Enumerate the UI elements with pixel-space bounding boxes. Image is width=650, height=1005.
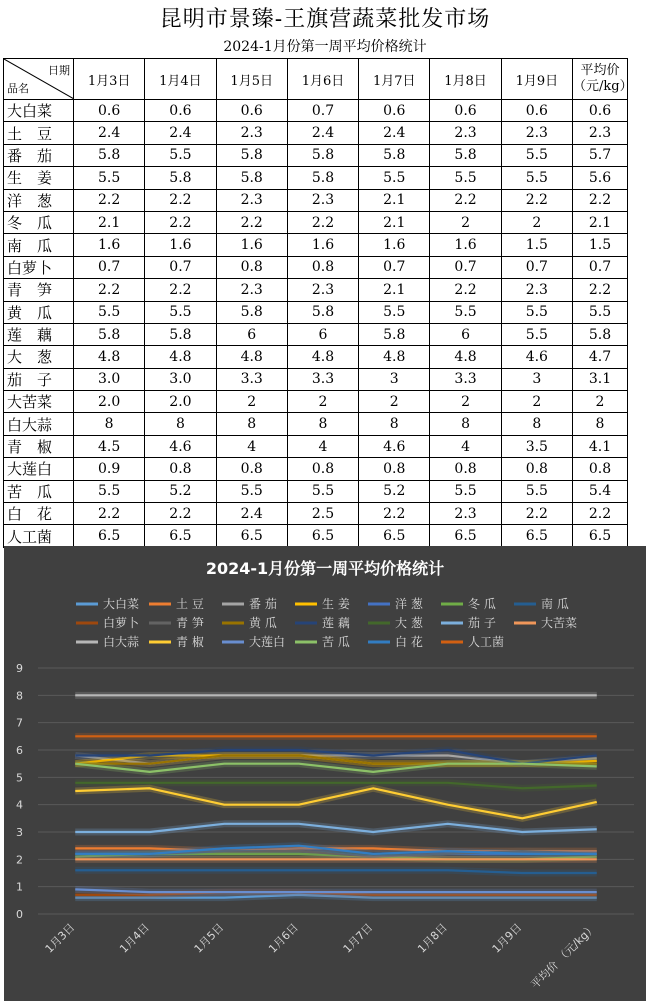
legend-label: 人工菌 (468, 635, 505, 649)
product-name-cell: 冬 瓜 (4, 211, 74, 233)
avg-price-cell: 5.8 (573, 323, 628, 345)
product-name-cell: 大 葱 (4, 346, 74, 368)
y-tick-label: 8 (16, 689, 23, 703)
product-name-cell: 洋 葱 (4, 189, 74, 211)
price-cell: 0.6 (501, 100, 572, 122)
x-tick-label: 1月8日 (415, 920, 450, 956)
price-cell: 3.3 (287, 368, 358, 390)
price-cell: 2 (430, 391, 501, 413)
table-row (4, 211, 628, 233)
price-cell: 2.3 (430, 503, 501, 525)
date-header: 1月4日 (145, 59, 216, 100)
price-cell: 6.5 (216, 525, 287, 547)
product-name-cell: 南 瓜 (4, 234, 74, 256)
price-cell: 5.5 (430, 480, 501, 502)
x-tick-label: 1月4日 (117, 920, 152, 956)
price-cell: 6 (430, 323, 501, 345)
price-cell: 3.5 (501, 435, 572, 457)
price-cell: 5.8 (359, 144, 430, 166)
product-name-cell: 白大蒜 (4, 413, 74, 435)
date-header: 1月5日 (216, 59, 287, 100)
price-cell: 2.1 (359, 189, 430, 211)
date-header: 1月3日 (74, 59, 145, 100)
price-cell: 2.2 (145, 211, 216, 233)
price-cell: 0.6 (216, 100, 287, 122)
date-header: 1月9日 (501, 59, 572, 100)
price-cell: 4.8 (74, 346, 145, 368)
line-chart (4, 546, 646, 1001)
product-name-cell: 苦 瓜 (4, 480, 74, 502)
price-cell: 2.4 (287, 122, 358, 144)
price-cell: 5.5 (359, 301, 430, 323)
product-name-cell: 生 姜 (4, 167, 74, 189)
price-cell: 4.8 (145, 346, 216, 368)
date-header: 1月6日 (287, 59, 358, 100)
price-cell: 5.5 (216, 480, 287, 502)
price-cell: 1.6 (145, 234, 216, 256)
price-cell: 5.5 (74, 167, 145, 189)
legend-label: 大 葱 (395, 616, 423, 630)
price-cell: 2.4 (216, 503, 287, 525)
price-cell: 5.5 (359, 167, 430, 189)
price-cell: 4 (430, 435, 501, 457)
legend-label: 南 瓜 (541, 597, 569, 611)
price-cell: 6 (287, 323, 358, 345)
price-cell: 5.5 (501, 323, 572, 345)
price-cell: 2.3 (430, 122, 501, 144)
table-row (4, 413, 628, 435)
product-name-cell: 大苦菜 (4, 391, 74, 413)
y-tick-label: 5 (16, 771, 23, 785)
price-table (3, 58, 633, 548)
price-cell: 2.2 (74, 279, 145, 301)
avg-price-cell: 0.6 (573, 100, 628, 122)
avg-price-cell: 0.7 (573, 256, 628, 278)
price-cell: 8 (501, 413, 572, 435)
price-cell: 8 (287, 413, 358, 435)
legend-label: 黄 瓜 (249, 616, 277, 630)
date-header: 1月8日 (430, 59, 501, 100)
avg-header-line1: 平均价 (580, 63, 620, 78)
price-cell: 8 (74, 413, 145, 435)
price-cell: 2.2 (430, 189, 501, 211)
price-cell: 6.5 (287, 525, 358, 547)
product-name-cell: 黄 瓜 (4, 301, 74, 323)
product-name-cell: 莲 藕 (4, 323, 74, 345)
corner-header-cell (4, 59, 74, 100)
price-cell: 3 (501, 368, 572, 390)
price-cell: 0.8 (359, 458, 430, 480)
corner-date-label: 日期 (48, 64, 70, 77)
price-cell: 0.9 (74, 458, 145, 480)
price-cell: 2.2 (216, 211, 287, 233)
price-cell: 6.5 (359, 525, 430, 547)
price-cell: 5.8 (287, 144, 358, 166)
legend-label: 大苦菜 (541, 616, 578, 630)
table-row (4, 346, 628, 368)
avg-price-cell: 2.3 (573, 122, 628, 144)
price-cell: 3.0 (74, 368, 145, 390)
price-cell: 8 (430, 413, 501, 435)
price-cell: 5.8 (216, 167, 287, 189)
price-cell: 1.6 (74, 234, 145, 256)
price-cell: 5.2 (145, 480, 216, 502)
price-cell: 5.8 (216, 301, 287, 323)
x-tick-label: 1月7日 (340, 920, 376, 956)
price-cell: 5.8 (74, 323, 145, 345)
legend-label: 白大蒜 (103, 635, 140, 649)
price-cell: 2.0 (74, 391, 145, 413)
avg-price-cell: 4.7 (573, 346, 628, 368)
product-name-cell: 大莲白 (4, 458, 74, 480)
product-name-cell: 白萝卜 (4, 256, 74, 278)
price-cell: 6.5 (430, 525, 501, 547)
price-cell: 0.7 (145, 256, 216, 278)
price-cell: 0.8 (287, 458, 358, 480)
price-cell: 0.7 (430, 256, 501, 278)
price-cell: 2.1 (359, 211, 430, 233)
price-cell: 8 (145, 413, 216, 435)
legend-label: 土 豆 (176, 597, 204, 611)
product-name-cell: 人工菌 (4, 525, 74, 547)
price-cell: 5.5 (145, 301, 216, 323)
avg-price-cell: 2.2 (573, 503, 628, 525)
y-tick-label: 0 (16, 908, 23, 921)
price-cell: 1.6 (287, 234, 358, 256)
avg-price-cell: 0.8 (573, 458, 628, 480)
price-cell: 2.2 (74, 189, 145, 211)
price-cell: 0.8 (216, 256, 287, 278)
avg-price-header (573, 59, 633, 100)
x-tick-label: 1月6日 (266, 920, 301, 956)
price-cell: 0.6 (359, 100, 430, 122)
price-cell: 2.2 (145, 279, 216, 301)
price-cell: 0.8 (287, 256, 358, 278)
page-subtitle: 2024-1月份第一周平均价格统计 (223, 39, 427, 55)
price-cell: 5.2 (359, 480, 430, 502)
table-row (4, 525, 628, 547)
y-tick-label: 7 (16, 716, 23, 730)
table-row (4, 480, 628, 502)
table-row (4, 301, 628, 323)
table-row (4, 100, 628, 122)
price-cell: 5.8 (74, 144, 145, 166)
price-cell: 2.3 (216, 279, 287, 301)
table-row (4, 368, 628, 390)
price-cell: 5.5 (74, 480, 145, 502)
price-cell: 0.8 (501, 458, 572, 480)
avg-price-cell: 5.6 (573, 167, 628, 189)
price-cell: 4 (287, 435, 358, 457)
legend-label: 生 姜 (322, 597, 350, 611)
price-cell: 8 (216, 413, 287, 435)
price-cell: 2.4 (145, 122, 216, 144)
price-cell: 6.5 (145, 525, 216, 547)
price-cell: 6 (216, 323, 287, 345)
avg-price-cell: 1.5 (573, 234, 628, 256)
price-cell: 5.5 (430, 167, 501, 189)
x-tick-label: 1月3日 (42, 920, 78, 956)
product-name-cell: 青 笋 (4, 279, 74, 301)
product-name-cell: 番 茄 (4, 144, 74, 166)
table-row (4, 279, 628, 301)
price-cell: 2.4 (359, 122, 430, 144)
price-cell: 2.2 (501, 503, 572, 525)
table-row (4, 323, 628, 345)
price-cell: 5.8 (430, 144, 501, 166)
table-row (4, 189, 628, 211)
price-cell: 2.2 (145, 503, 216, 525)
price-cell: 3.0 (145, 368, 216, 390)
price-cell: 2 (287, 391, 358, 413)
price-cell: 2.2 (145, 189, 216, 211)
price-cell: 4.6 (501, 346, 572, 368)
legend-label: 青 椒 (176, 635, 204, 649)
price-cell: 2.3 (501, 122, 572, 144)
avg-price-cell: 2.2 (573, 189, 628, 211)
price-cell: 4.8 (287, 346, 358, 368)
avg-price-cell: 3.1 (573, 368, 628, 390)
price-cell: 0.7 (501, 256, 572, 278)
legend-label: 冬 瓜 (468, 597, 496, 611)
price-cell: 2.3 (216, 189, 287, 211)
price-cell: 5.8 (359, 323, 430, 345)
chart-title: 2024-1月份第一周平均价格统计 (205, 559, 445, 578)
table-row (4, 144, 628, 166)
price-cell: 5.5 (501, 167, 572, 189)
x-tick-label: 平均价 （元/kg） (528, 920, 599, 992)
legend-label: 洋 葱 (395, 597, 423, 611)
table-row (4, 234, 628, 256)
chart-svg (4, 546, 646, 1001)
price-cell: 3.3 (216, 368, 287, 390)
price-cell: 2.3 (287, 279, 358, 301)
price-cell: 5.8 (287, 167, 358, 189)
price-cell: 5.8 (216, 144, 287, 166)
price-cell: 2.3 (501, 279, 572, 301)
legend-label: 茄 子 (468, 616, 496, 630)
price-cell: 4.8 (430, 346, 501, 368)
price-cell: 2.1 (359, 279, 430, 301)
price-cell: 0.8 (145, 458, 216, 480)
avg-price-cell: 2 (573, 391, 628, 413)
legend-label: 莲 藕 (322, 616, 350, 630)
y-tick-label: 9 (16, 662, 23, 675)
price-cell: 2 (359, 391, 430, 413)
avg-price-cell: 2.2 (573, 279, 628, 301)
price-cell: 3 (359, 368, 430, 390)
table-row (4, 122, 628, 144)
table-header-row (4, 59, 628, 100)
table-row (4, 256, 628, 278)
product-name-cell: 大白菜 (4, 100, 74, 122)
legend-label: 苦 瓜 (322, 635, 350, 649)
product-name-cell: 茄 子 (4, 368, 74, 390)
y-tick-label: 3 (16, 826, 23, 839)
price-cell: 5.5 (430, 301, 501, 323)
price-cell: 4.8 (216, 346, 287, 368)
y-tick-label: 2 (16, 853, 23, 867)
legend-label: 大莲白 (249, 635, 286, 649)
price-cell: 5.8 (145, 323, 216, 345)
table-row (4, 503, 628, 525)
table-row (4, 458, 628, 480)
price-cell: 2 (430, 211, 501, 233)
price-cell: 3.3 (430, 368, 501, 390)
price-cell: 2.2 (74, 503, 145, 525)
y-tick-label: 6 (16, 744, 23, 757)
legend-label: 白 花 (395, 635, 423, 649)
price-cell: 6.5 (74, 525, 145, 547)
avg-price-cell: 5.7 (573, 144, 628, 166)
legend-label: 白萝卜 (103, 616, 140, 630)
price-cell: 2.2 (501, 189, 572, 211)
price-cell: 4 (216, 435, 287, 457)
price-cell: 0.8 (430, 458, 501, 480)
price-cell: 5.8 (145, 167, 216, 189)
legend-label: 青 笋 (176, 616, 204, 630)
price-cell: 4.6 (359, 435, 430, 457)
product-name-cell: 土 豆 (4, 122, 74, 144)
chart-background (4, 546, 646, 1001)
price-cell: 5.5 (74, 301, 145, 323)
price-cell: 2.0 (145, 391, 216, 413)
price-cell: 5.5 (501, 301, 572, 323)
price-cell: 2.1 (74, 211, 145, 233)
price-cell: 5.5 (287, 480, 358, 502)
price-cell: 1.6 (430, 234, 501, 256)
y-tick-label: 4 (16, 798, 23, 812)
page-title: 昆明市景臻-王旗营蔬菜批发市场 (159, 7, 491, 32)
table-row (4, 391, 628, 413)
product-name-cell: 白 花 (4, 503, 74, 525)
price-cell: 2 (501, 211, 572, 233)
x-tick-label: 1月5日 (191, 920, 227, 956)
price-cell: 5.5 (501, 480, 572, 502)
avg-price-cell: 5.4 (573, 480, 628, 502)
price-cell: 0.6 (145, 100, 216, 122)
avg-price-cell: 6.5 (573, 525, 628, 547)
legend-label: 番 茄 (249, 597, 277, 611)
price-cell: 8 (359, 413, 430, 435)
avg-price-cell: 2.1 (573, 211, 628, 233)
price-cell: 0.6 (74, 100, 145, 122)
price-cell: 0.7 (359, 256, 430, 278)
price-cell: 4.8 (359, 346, 430, 368)
price-cell: 1.6 (216, 234, 287, 256)
avg-price-cell: 8 (573, 413, 628, 435)
price-cell: 2.2 (430, 279, 501, 301)
price-cell: 0.6 (430, 100, 501, 122)
table-body (4, 100, 628, 548)
legend-label: 大白菜 (103, 597, 140, 611)
price-cell: 5.8 (287, 301, 358, 323)
price-cell: 2.5 (287, 503, 358, 525)
date-header: 1月7日 (359, 59, 430, 100)
product-name-cell: 青 椒 (4, 435, 74, 457)
avg-price-cell: 4.1 (573, 435, 628, 457)
avg-price-cell: 5.5 (573, 301, 628, 323)
avg-header-line2: （元/kg） (573, 79, 633, 94)
price-cell: 0.8 (216, 458, 287, 480)
price-cell: 2 (501, 391, 572, 413)
price-cell: 0.7 (287, 100, 358, 122)
price-cell: 2.2 (359, 503, 430, 525)
price-cell: 5.5 (501, 144, 572, 166)
price-cell: 2.3 (287, 189, 358, 211)
price-cell: 6.5 (501, 525, 572, 547)
price-cell: 2.4 (74, 122, 145, 144)
x-tick-label: 1月9日 (489, 920, 525, 956)
table-row (4, 435, 628, 457)
price-cell: 5.5 (145, 144, 216, 166)
price-cell: 4.5 (74, 435, 145, 457)
y-tick-label: 1 (16, 880, 23, 894)
price-cell: 0.7 (74, 256, 145, 278)
price-cell: 1.6 (359, 234, 430, 256)
price-cell: 4.6 (145, 435, 216, 457)
price-cell: 2 (216, 391, 287, 413)
price-cell: 1.5 (501, 234, 572, 256)
table-row (4, 167, 628, 189)
price-cell: 2.2 (287, 211, 358, 233)
price-cell: 2.3 (216, 122, 287, 144)
corner-name-label: 品名 (7, 82, 29, 95)
